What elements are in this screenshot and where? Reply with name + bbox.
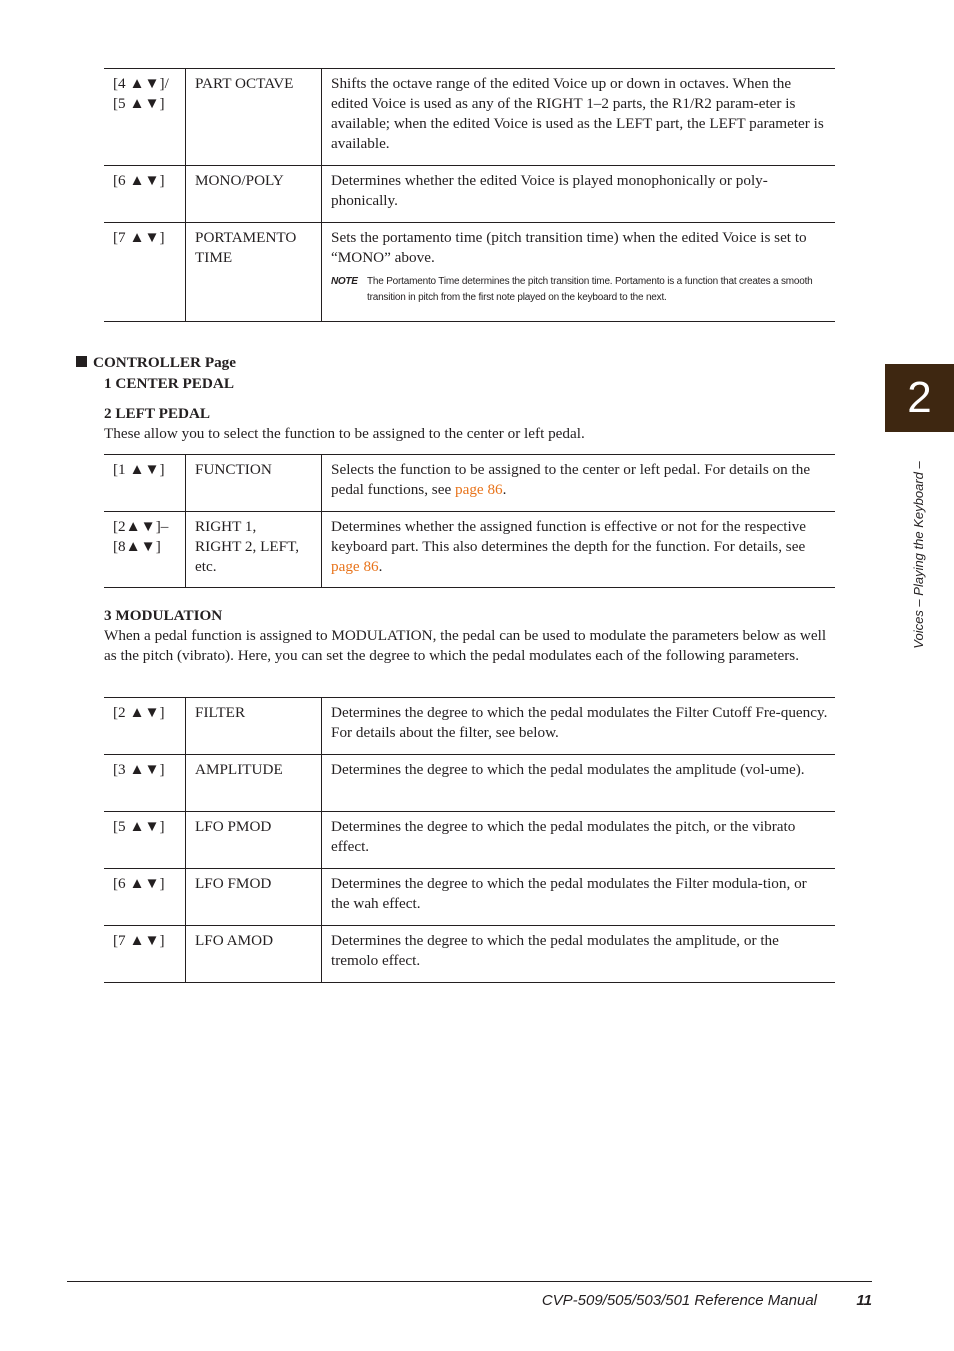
description-cell	[322, 512, 836, 588]
parameter-cell: LFO AMOD	[186, 926, 322, 983]
modulation-intro: When a pedal function is assigned to MODULATION, the pedal can be used to modulate the parameters below as well as the pitch (vibrato). Here, you can set the degree to which the pedal modulates each of the following parameters.	[104, 627, 827, 664]
button-cell: [3 ▲▼]	[104, 755, 186, 812]
chapter-side-label	[912, 440, 926, 670]
subheading-left-pedal: 2 LEFT PEDAL	[104, 405, 211, 422]
note-text: The Portamento Time determines the pitch transition time. Portamento is a function that creates a smooth transition in pitch from the first note played on the keyboard to the next.	[367, 276, 813, 303]
square-bullet-icon	[76, 356, 87, 367]
table-row	[104, 512, 835, 588]
page-link[interactable]: page 86	[455, 481, 503, 498]
parameter-cell: LFO FMOD	[186, 869, 322, 926]
section-heading	[76, 353, 236, 373]
controller-intro: These allow you to select the function to be assigned to the center or left pedal.	[104, 425, 585, 442]
description-cell: Determines whether the edited Voice is played monophonically or poly-phonically.	[322, 166, 836, 223]
chapter-side-label-text: Voices – Playing the Keyboard –	[911, 461, 926, 649]
footer-rule	[67, 1281, 872, 1282]
parameter-cell: PART OCTAVE	[186, 69, 322, 166]
parameter-cell: FUNCTION	[186, 455, 322, 512]
button-cell: [6 ▲▼]	[104, 869, 186, 926]
note-label: NOTE	[331, 276, 358, 287]
table-row	[104, 755, 835, 812]
table-row	[104, 698, 835, 755]
parameter-cell: LFO PMOD	[186, 812, 322, 869]
description-cell: Determines the degree to which the pedal modulates the amplitude, or the tremolo effect.	[322, 926, 836, 983]
button-cell: [6 ▲▼]	[104, 166, 186, 223]
voice-parameter-table	[104, 68, 835, 322]
note-block	[331, 274, 829, 306]
table-row	[104, 455, 835, 512]
pedal-function-table	[104, 454, 835, 588]
button-cell: [4 ▲▼]/ [5 ▲▼]	[104, 69, 186, 166]
table-row	[104, 812, 835, 869]
subheading-center-pedal: 1 CENTER PEDAL	[104, 375, 234, 392]
chapter-tab: 2	[885, 364, 954, 432]
description-cell	[322, 223, 836, 322]
parameter-cell: PORTAMENTO TIME	[186, 223, 322, 322]
table-row	[104, 69, 835, 166]
description-text: .	[378, 558, 383, 575]
section-heading-text: CONTROLLER Page	[93, 354, 237, 371]
button-cell: [5 ▲▼]	[104, 812, 186, 869]
button-cell: [2 ▲▼]	[104, 698, 186, 755]
parameter-cell: AMPLITUDE	[186, 755, 322, 812]
parameter-cell: RIGHT 1, RIGHT 2, LEFT, etc.	[186, 512, 322, 588]
description-cell: Determines the degree to which the pedal modulates the Filter modula-tion, or the wah effect.	[322, 869, 836, 926]
description-cell: Shifts the octave range of the edited Voice up or down in octaves. When the edited Voice is used as any of the RIGHT 1–2 parts, the R1/R2 param-eter is available; when the edited Voice is used as the LEFT part, the LEFT parameter is available.	[322, 69, 836, 166]
table-row	[104, 223, 835, 322]
footer-title: CVP-509/505/503/501 Reference Manual	[541, 1292, 817, 1309]
description-text: Selects the function to be assigned to the center or left pedal. For details on the pedal functions, see	[331, 461, 811, 498]
description-cell: Determines the degree to which the pedal modulates the amplitude (vol-ume).	[322, 755, 836, 812]
description-text: .	[502, 481, 507, 498]
table-row	[104, 869, 835, 926]
page-number: 11	[856, 1292, 872, 1309]
parameter-cell: FILTER	[186, 698, 322, 755]
button-cell: [2▲▼]– [8▲▼]	[104, 512, 186, 588]
subheading-modulation: 3 MODULATION	[104, 607, 223, 624]
description-text: Sets the portamento time (pitch transition time) when the edited Voice is set to “MONO” above.	[331, 229, 807, 266]
modulation-table	[104, 697, 835, 983]
description-cell: Determines the degree to which the pedal modulates the Filter Cutoff Fre-quency. For details about the filter, see below.	[322, 698, 836, 755]
parameter-cell: MONO/POLY	[186, 166, 322, 223]
table-row	[104, 166, 835, 223]
button-cell: [7 ▲▼]	[104, 926, 186, 983]
description-cell	[322, 455, 836, 512]
button-cell: [7 ▲▼]	[104, 223, 186, 322]
description-cell: Determines the degree to which the pedal modulates the pitch, or the vibrato effect.	[322, 812, 836, 869]
button-cell: [1 ▲▼]	[104, 455, 186, 512]
page-link[interactable]: page 86	[331, 558, 379, 575]
table-row	[104, 926, 835, 983]
description-text: Determines whether the assigned function is effective or not for the respective keyboard part. This also determines the depth for the function. For details, see	[331, 518, 807, 555]
